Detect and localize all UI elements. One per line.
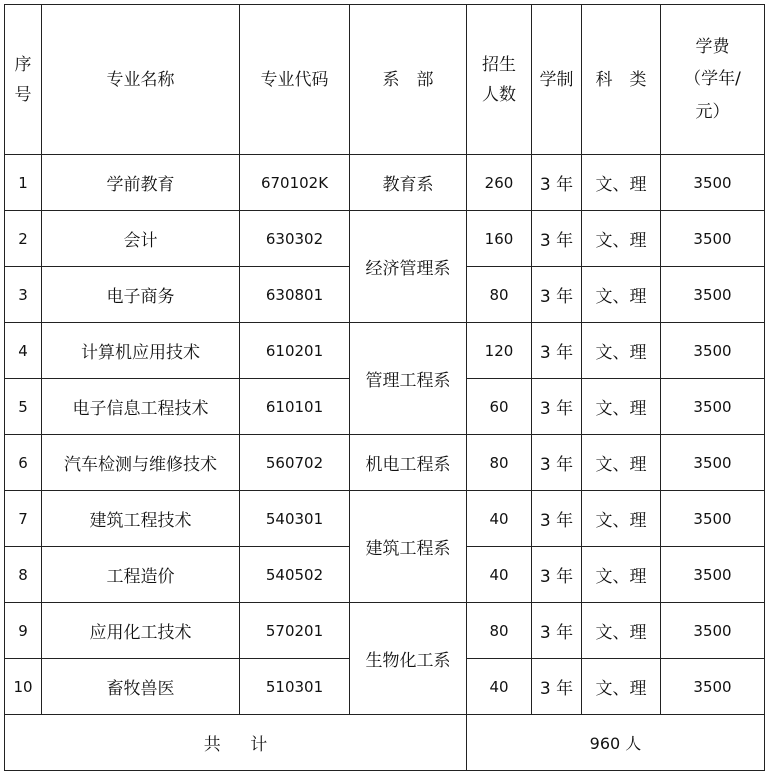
cell-fee: 3500: [661, 323, 765, 379]
cell-count: 40: [467, 547, 532, 603]
cell-major: 汽车检测与维修技术: [42, 435, 240, 491]
cell-fee: 3500: [661, 491, 765, 547]
cell-no: 4: [5, 323, 42, 379]
cell-category: 文、理: [582, 211, 661, 267]
cell-code: 540502: [240, 547, 350, 603]
cell-category: 文、理: [582, 547, 661, 603]
cell-no: 9: [5, 603, 42, 659]
cell-duration: 3 年: [532, 491, 582, 547]
header-count-line-2: 人数: [482, 84, 516, 105]
cell-dept: 教育系: [350, 155, 467, 211]
cell-dept: 经济管理系: [350, 211, 467, 323]
cell-no: 2: [5, 211, 42, 267]
cell-dept: 管理工程系: [350, 323, 467, 435]
table-row: [5, 211, 765, 267]
cell-fee: 3500: [661, 603, 765, 659]
header-duration: 学制: [532, 5, 582, 155]
cell-no: 7: [5, 491, 42, 547]
total-value: 960 人: [467, 715, 765, 771]
cell-duration: 3 年: [532, 323, 582, 379]
cell-duration: 3 年: [532, 379, 582, 435]
header-no-line-1: 序: [14, 54, 32, 75]
cell-no: 6: [5, 435, 42, 491]
header-fee-line-2: （学年/: [684, 69, 741, 90]
table-row: [5, 155, 765, 211]
cell-fee: 3500: [661, 267, 765, 323]
cell-code: 540301: [240, 491, 350, 547]
cell-no: 1: [5, 155, 42, 211]
cell-count: 260: [467, 155, 532, 211]
cell-category: 文、理: [582, 379, 661, 435]
cell-category: 文、理: [582, 323, 661, 379]
cell-category: 文、理: [582, 155, 661, 211]
cell-code: 610201: [240, 323, 350, 379]
cell-count: 40: [467, 491, 532, 547]
cell-fee: 3500: [661, 547, 765, 603]
cell-count: 160: [467, 211, 532, 267]
cell-no: 5: [5, 379, 42, 435]
total-label: 共 计: [5, 715, 467, 771]
cell-major: 建筑工程技术: [42, 491, 240, 547]
cell-major: 畜牧兽医: [42, 659, 240, 715]
table-row: [5, 491, 765, 547]
table-row: [5, 603, 765, 659]
cell-major: 工程造价: [42, 547, 240, 603]
cell-fee: 3500: [661, 379, 765, 435]
cell-duration: 3 年: [532, 659, 582, 715]
cell-code: 610101: [240, 379, 350, 435]
cell-code: 510301: [240, 659, 350, 715]
cell-code: 630302: [240, 211, 350, 267]
cell-duration: 3 年: [532, 155, 582, 211]
cell-count: 120: [467, 323, 532, 379]
cell-count: 80: [467, 435, 532, 491]
cell-category: 文、理: [582, 267, 661, 323]
table-row: [5, 435, 765, 491]
header-major: 专业名称: [42, 5, 240, 155]
cell-major: 电子商务: [42, 267, 240, 323]
header-count: [467, 5, 532, 155]
cell-count: 80: [467, 603, 532, 659]
cell-major: 会计: [42, 211, 240, 267]
cell-fee: 3500: [661, 435, 765, 491]
cell-dept: 机电工程系: [350, 435, 467, 491]
enrollment-table-wrapper: [4, 4, 765, 771]
cell-no: 3: [5, 267, 42, 323]
cell-code: 560702: [240, 435, 350, 491]
header-category: 科 类: [582, 5, 661, 155]
cell-duration: 3 年: [532, 211, 582, 267]
cell-major: 计算机应用技术: [42, 323, 240, 379]
header-row: [5, 5, 765, 155]
cell-count: 60: [467, 379, 532, 435]
cell-duration: 3 年: [532, 435, 582, 491]
header-fee-line-3: 元）: [695, 101, 730, 122]
cell-count: 80: [467, 267, 532, 323]
cell-no: 8: [5, 547, 42, 603]
cell-category: 文、理: [582, 603, 661, 659]
header-dept: 系 部: [350, 5, 467, 155]
cell-category: 文、理: [582, 491, 661, 547]
cell-fee: 3500: [661, 155, 765, 211]
cell-duration: 3 年: [532, 603, 582, 659]
cell-fee: 3500: [661, 659, 765, 715]
cell-fee: 3500: [661, 211, 765, 267]
table-row: [5, 323, 765, 379]
cell-code: 570201: [240, 603, 350, 659]
cell-code: 630801: [240, 267, 350, 323]
cell-no: 10: [5, 659, 42, 715]
header-count-line-1: 招生: [482, 54, 516, 75]
header-code: 专业代码: [240, 5, 350, 155]
cell-dept: 建筑工程系: [350, 491, 467, 603]
cell-duration: 3 年: [532, 267, 582, 323]
cell-dept: 生物化工系: [350, 603, 467, 715]
cell-category: 文、理: [582, 435, 661, 491]
cell-category: 文、理: [582, 659, 661, 715]
header-no-line-2: 号: [14, 84, 32, 105]
cell-major: 应用化工技术: [42, 603, 240, 659]
total-row: [5, 715, 765, 771]
header-no: [5, 5, 42, 155]
cell-major: 电子信息工程技术: [42, 379, 240, 435]
header-fee: [661, 5, 765, 155]
cell-major: 学前教育: [42, 155, 240, 211]
header-fee-line-1: 学费: [695, 37, 730, 58]
cell-count: 40: [467, 659, 532, 715]
cell-duration: 3 年: [532, 547, 582, 603]
enrollment-table: [4, 4, 765, 771]
cell-code: 670102K: [240, 155, 350, 211]
